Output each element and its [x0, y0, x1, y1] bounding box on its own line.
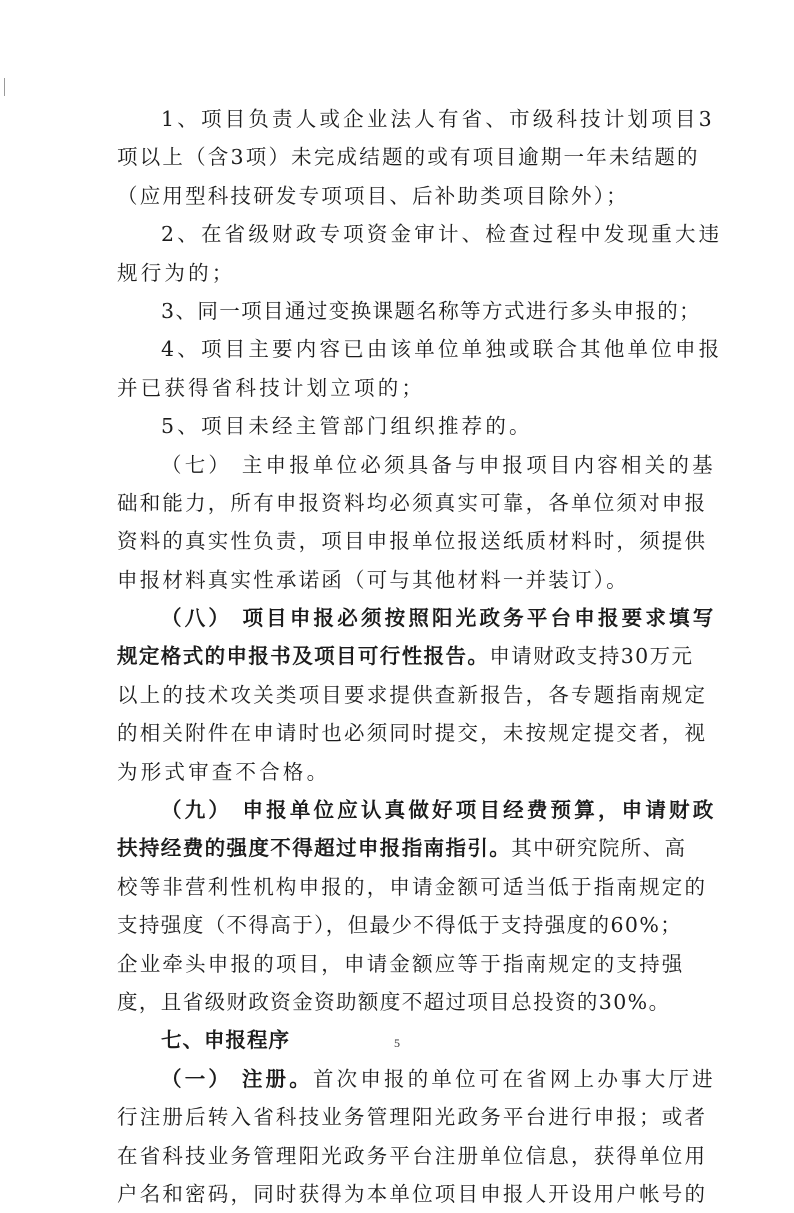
clause-number: （一）	[161, 1066, 233, 1091]
paragraph-line: 度，且省级财政资金资助额度不超过项目总投资的30%。	[117, 989, 671, 1014]
paragraph-line: 申报材料真实性承诺函（可与其他材料一并装订）。	[117, 567, 629, 592]
bold-text: 注册。	[241, 1066, 313, 1091]
paragraph-line: 础和能力，所有申报资料均必须真实可靠，各单位须对申报	[117, 490, 708, 515]
paragraph-line	[117, 1060, 716, 1098]
paragraph-line: 校等非营利性机构申报的，申请金额可适当低于指南规定的	[117, 874, 708, 899]
paragraph-line	[117, 599, 717, 637]
clause-text: 项目申报必须按照阳光政务平台申报要求填写	[242, 606, 717, 631]
paragraph-line	[117, 791, 717, 829]
paragraph-line: 的相关附件在申请时也必须同时提交，未按规定提交者，视	[117, 721, 708, 746]
paragraph-line: 3、同一项目通过变换课题名称等方式进行多头申报的；	[161, 298, 702, 323]
paragraph-line: 5、项目未经主管部门组织推荐的。	[161, 414, 533, 439]
page-number: 5	[394, 1036, 400, 1050]
scan-edge-mark	[4, 78, 5, 96]
paragraph-line: 项以上（含3项）未完成结题的或有项目逾期一年未结题的	[117, 145, 700, 170]
bold-text: 扶持经费的强度不得超过申报指南指引。	[117, 836, 512, 861]
paragraph-line: 为形式审查不合格。	[117, 759, 331, 784]
paragraph-line: 行注册后转入省科技业务管理阳光政务平台进行申报；或者	[117, 1105, 708, 1130]
paragraph-line	[117, 637, 694, 675]
paragraph-line: 以上的技术攻关类项目要求提供查新报告，各专题指南规定	[117, 682, 708, 707]
paragraph-line	[117, 829, 687, 867]
clause-text: 首次申报的单位可在省网上办事大厅进	[312, 1066, 716, 1091]
clause-text: 主申报单位必须具备与申报项目内容相关的基	[241, 452, 716, 477]
paragraph-line: 1、项目负责人或企业法人有省、市级科技计划项目3	[161, 107, 715, 131]
paragraph-line: 规行为的；	[117, 260, 236, 285]
paragraph-line: 支持强度（不得高于），但最少不得低于支持强度的60%；	[117, 913, 683, 938]
paragraph-line	[117, 446, 716, 484]
clause-text: 其中研究院所、高	[511, 836, 687, 861]
paragraph-line: 户名和密码，同时获得为本单位项目申报人开设用户帐号的	[117, 1181, 708, 1206]
section-heading: 七、申报程序	[161, 1028, 290, 1053]
paragraph-line: 企业牵头申报的项目，申请金额应等于指南规定的支持强	[117, 951, 685, 976]
paragraph-line: （应用型科技研发专项项目、后补助类项目除外）；	[117, 183, 629, 208]
clause-text: 申请财政支持30万元	[489, 644, 694, 669]
clause-number: （七）	[161, 452, 233, 477]
paragraph-line: 并已获得省科技计划立项的；	[117, 375, 426, 400]
clause-text: 申报单位应认真做好项目经费预算，申请财政	[242, 798, 717, 823]
paragraph-line: 在省科技业务管理阳光政务平台注册单位信息，获得单位用	[117, 1143, 708, 1168]
clause-number: （八）	[161, 606, 233, 631]
clause-number: （九）	[161, 798, 233, 823]
paragraph-line: 4、项目主要内容已由该单位单独或联合其他单位申报	[161, 337, 723, 362]
paragraph-line: 2、在省级财政专项资金审计、检查过程中发现重大违	[161, 222, 723, 247]
bold-text: 规定格式的申报书及项目可行性报告。	[117, 644, 490, 669]
paragraph-line: 资料的真实性负责，项目申报单位报送纸质材料时，须提供	[117, 529, 708, 554]
